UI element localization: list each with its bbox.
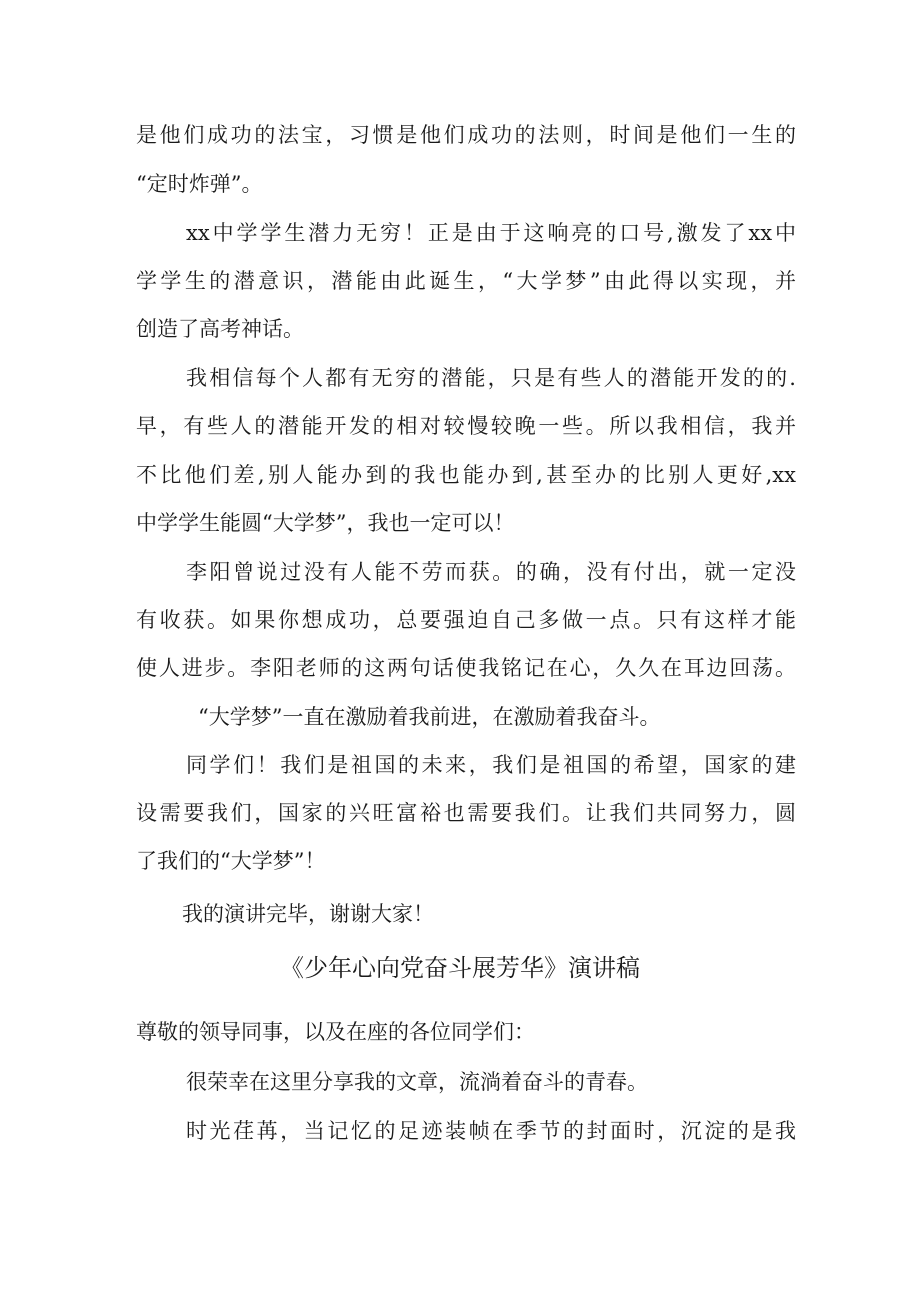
text-line: “定时炸弹”。: [136, 172, 263, 196]
text-line: 中学学生能圆“大学梦”，我也一定可以！: [136, 511, 515, 535]
text-line: 了我们的“大学梦”！: [136, 849, 326, 873]
text-line: 同学们！我们是祖国的未来，我们是祖国的希望，国家的建: [186, 753, 796, 777]
text-line: 时光荏苒，当记忆的足迹装帧在季节的封面时，沉淀的是我: [186, 1119, 796, 1143]
text-line: 有收获。如果你想成功，总要强迫自己多做一点。只有这样才能: [136, 608, 796, 632]
text-line: 创造了高考神话。: [136, 317, 304, 341]
text-line: 我相信每个人都有无穷的潜能，只是有些人的潜能开发的的.: [186, 366, 796, 390]
text-line: 使人进步。李阳老师的这两句话使我铭记在心，久久在耳边回荡。: [136, 656, 796, 680]
text-line: 我的演讲完毕，谢谢大家！: [182, 902, 434, 926]
text-line: 设需要我们，国家的兴旺富裕也需要我们。让我们共同努力，圆: [136, 801, 796, 825]
text-line: 不比他们差,别人能办到的我也能办到,甚至办的比别人更好,xx: [136, 463, 796, 487]
text-line: 很荣幸在这里分享我的文章，流淌着奋斗的青春。: [186, 1070, 648, 1094]
text-line: 学学生的潜意识，潜能由此诞生，“大学梦”由此得以实现，并: [136, 269, 796, 293]
text-line: xx中学学生潜力无穷！正是由于这响亮的口号,激发了xx中: [186, 221, 796, 245]
text-line: 早，有些人的潜能开发的相对较慢较晚一些。所以我相信，我并: [136, 414, 796, 438]
text-line: 李阳曾说过没有人能不劳而获。的确，没有付出，就一定没: [186, 560, 796, 584]
text-line: “大学梦”一直在激励着我前进，在激励着我奋斗。: [198, 705, 661, 729]
speech-title: 《少年心向党奋斗展芳华》演讲稿: [280, 954, 640, 982]
text-line: 尊敬的领导同事，以及在座的各位同学们：: [136, 1020, 535, 1044]
text-line: 是他们成功的法宝，习惯是他们成功的法则，时间是他们一生的: [136, 123, 796, 147]
